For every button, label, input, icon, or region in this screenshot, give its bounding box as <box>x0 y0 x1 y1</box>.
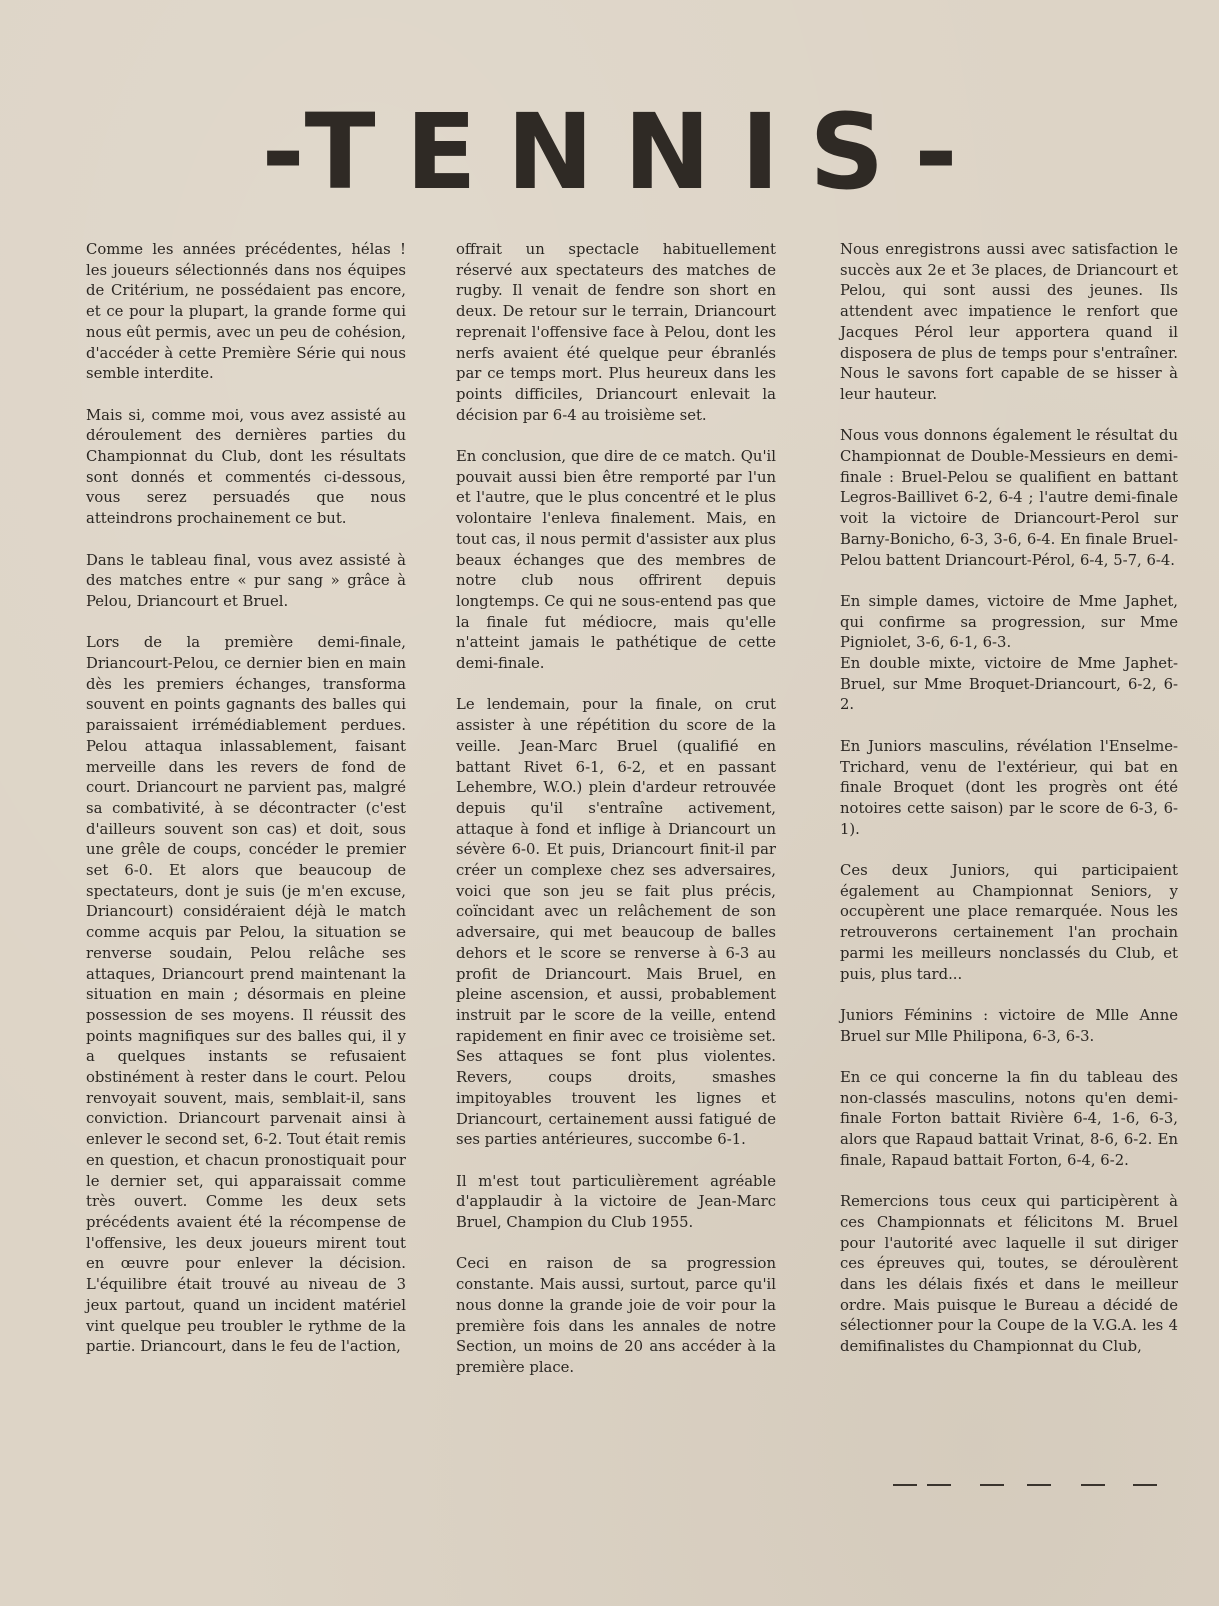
title-text: TENNIS <box>304 91 915 213</box>
paragraph: Mais si, comme moi, vous avez assisté au déroulement des dernières parties du Championnat du Club, dont les résultats sont donnés et commentés ci-dessous, vous serez persuadés que nous atteindrons prochainement ce but. <box>86 406 406 528</box>
paragraph: Remercions tous ceux qui participèrent à ces Championnats et félicitons M. Bruel pour l'autorité avec laquelle il sut diriger ces épreuves qui, toutes, se déroulèrent dans les délais fixés et dans le meilleur ordre. Mais puisque le Bureau a décidé de sélectionner pour la Coupe de la V.G.A. les 4 demifinalistes du Championnat du Club, <box>840 1193 1178 1356</box>
paragraph: Nous vous donnons également le résultat du Championnat de Double-Messieurs en demi-finale : Bruel-Pelou se qualifient en battant Legros-Baillivet 6-2, 6-4 ; l'autre demi-finale voit la victoire de Driancourt-Perol sur Barny-Bonicho, 6-3, 3-6, 6-4. En finale Bruel-Pelou battent Driancourt-Pérol, 6-4, 5-7, 6-4. <box>840 427 1178 569</box>
paragraph: En ce qui concerne la fin du tableau des non-classés masculins, notons qu'en demi-finale Forton battait Rivière 6-4, 1-6, 6-3, alors que Rapaud battait Vrinat, 8-6, 6-2. En finale, Rapaud battait Forton, 6-4, 6-2. <box>840 1069 1178 1169</box>
paragraph: Juniors Féminins : victoire de Mlle Anne Bruel sur Mlle Philipona, 6-3, 6-3. <box>840 1006 1178 1045</box>
dash-mark <box>893 1484 917 1486</box>
paragraph: Dans le tableau final, vous avez assisté à des matches entre « pur sang » grâce à Pelou, Driancourt et Bruel. <box>86 551 406 610</box>
paragraph: Il m'est tout particulièrement agréable d'applaudir à la victoire de Jean-Marc Bruel, Champion du Club 1955. <box>456 1172 776 1231</box>
paragraph: En Juniors masculins, révélation l'Enselme-Trichard, venu de l'extérieur, qui bat en finale Broquet (dont les progrès ont été notoires cette saison) par le score de 6-3, 6-1). <box>840 737 1178 838</box>
dash-mark <box>927 1484 951 1486</box>
article-title <box>0 92 1219 212</box>
paragraph: offrait un spectacle habituellement réservé aux spectateurs des matches de rugby. Il venait de fendre son short en deux. De retour sur le terrain, Driancourt reprenait l'offensive face à Pelou, dont les nerfs avaient été quelque peur ébranlés par ce temps mort. Plus heureux dans les points difficiles, Driancourt enlevait la décision par 6-4 au troisième set. <box>456 241 776 424</box>
dash-mark <box>1081 1484 1105 1486</box>
paragraph: En simple dames, victoire de Mme Japhet, qui confirme sa progression, sur Mme Pigniolet, 3-6, 6-1, 6-3. En double mixte, victoire de Mme Japhet-Bruel, sur Mme Broquet-Driancourt, 6-2, 6-2. <box>840 592 1178 714</box>
paragraph: Nous enregistrons aussi avec satisfaction le succès aux 2e et 3e places, de Driancourt et Pelou, qui sont aussi des jeunes. Ils attendent avec impatience le renfort que Jacques Pérol leur apportera quand il disposera de plus de temps pour s'entraîner. Nous le savons fort capable de se hisser à leur hauteur. <box>840 241 1178 403</box>
dash-mark <box>1133 1484 1157 1486</box>
article-column-3 <box>840 240 1178 1379</box>
title-left-dash: - <box>261 91 305 213</box>
paragraph: En conclusion, que dire de ce match. Qu'il pouvait aussi bien être remporté par l'un et l'autre, que le plus concentré et le plus volontaire l'enleva finalement. Mais, en tout cas, il nous permit d'assister aux plus beaux échanges que des membres de notre club nous offrirent depuis longtemps. Ce qui ne sous-entend pas que la finale fut médiocre, mais qu'elle n'atteint jamais le pathétique de cette demi-finale. <box>456 448 776 673</box>
continuation-dashes <box>893 1484 1178 1492</box>
article-column-2 <box>456 240 776 1399</box>
paragraph: Ces deux Juniors, qui participaient également au Championnat Seniors, y occupèrent une place remarquée. Nous les retrouverons certainement l'an prochain parmi les meilleurs nonclassés du Club, et puis, plus tard... <box>840 862 1178 983</box>
paragraph: Comme les années précédentes, hélas ! les joueurs sélectionnés dans nos équipes de Critérium, ne possédaient pas encore, et ce pour la plupart, la grande forme qui nous eût permis, avec un peu de cohésion, d'accéder à cette Première Série qui nous semble interdite. <box>86 241 406 383</box>
paragraph: Ceci en raison de sa progression constante. Mais aussi, surtout, parce qu'il nous donne la grande joie de voir pour la première fois dans les annales de notre Section, un moins de 20 ans accéder à la première place. <box>456 1255 776 1376</box>
paragraph: Le lendemain, pour la finale, on crut assister à une répétition du score de la veille. Jean-Marc Bruel (qualifié en battant Rivet 6-1, 6-2, et en passant Lehembre, W.O.) plein d'ardeur retrouvée depuis qu'il s'entraîne activement, attaque à fond et inflige à Driancourt un sévère 6-0. Et puis, Driancourt finit-il par créer un complexe chez ses adversaires, voici que son jeu se fait plus précis, coïncidant avec un relâchement de son adversaire, qui met beaucoup de balles dehors et le score se renverse à 6-3 au profit de Driancourt. Mais Bruel, en pleine ascension, et aussi, probablement instruit par le score de la veille, entend rapidement en finir avec ce troisième set. Ses attaques se font plus violentes. Revers, coups droits, smashes impitoyables trouvent les lignes et Driancourt, certainement aussi fatigué de ses parties antérieures, succombe 6-1. <box>456 696 776 1149</box>
title-right-dash: - <box>914 91 958 213</box>
dash-mark <box>1027 1484 1051 1486</box>
article-column-1 <box>86 240 406 1379</box>
dash-mark <box>980 1484 1004 1486</box>
paragraph: Lors de la première demi-finale, Driancourt-Pelou, ce dernier bien en main dès les premiers échanges, transforma souvent en points gagnants des balles qui paraissaient irrémédiablement perdues. Pelou attaqua inlassablement, faisant merveille dans les revers de fond de court. Driancourt ne parvient pas, malgré sa combativité, à se décontracter (c'est d'ailleurs souvent son cas) et doit, sous une grêle de coups, concéder le premier set 6-0. Et alors que beaucoup de spectateurs, dont je suis (je m'en excuse, Driancourt) considéraient déjà le match comme acquis par Pelou, la situation se renverse soudain, Pelou relâche ses attaques, Driancourt prend maintenant la situation en main ; désormais en pleine possession de ses moyens. Il réussit des points magnifiques sur des balles qui, il y a quelques instants se refusaient obstinément à rester dans le court. Pelou renvoyait souvent, mais, semblait-il, sans conviction. Driancourt parvenait ainsi à enlever le second set, 6-2. Tout était remis en question, et chacun pronostiquait pour le dernier set, qui apparaissait comme très ouvert. Comme les deux sets précédents avaient été la récompense de l'offensive, les deux joueurs mirent tout en œuvre pour enlever la décision. L'équilibre était trouvé au niveau de 3 jeux partout, quand un incident matériel vint quelque peu troubler le rythme de la partie. Driancourt, dans le feu de l'action, <box>86 634 406 1356</box>
